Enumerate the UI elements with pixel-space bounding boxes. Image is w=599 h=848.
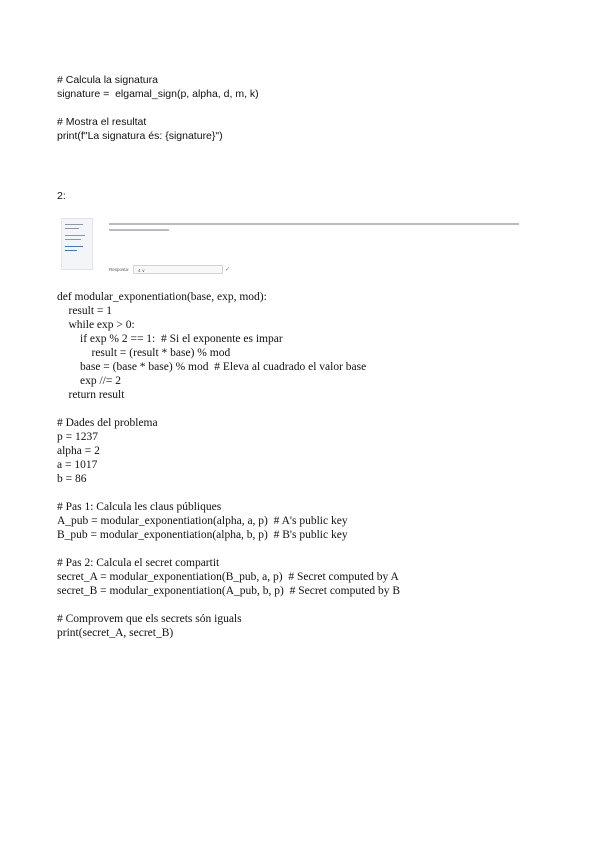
code-line: result = 1 bbox=[57, 305, 113, 317]
code-line: # Comprovem que els secrets són iguals bbox=[57, 613, 242, 625]
answer-label: Resposta: bbox=[109, 267, 130, 272]
section-label: 2: bbox=[57, 190, 66, 202]
code-line: # Pas 2: Calcula el secret compartit bbox=[57, 557, 220, 569]
code-line: return result bbox=[57, 389, 125, 401]
code-line: result = (result * base) % mod bbox=[57, 347, 231, 359]
question-text-blurred bbox=[109, 221, 529, 235]
code-line: if exp % 2 == 1: # Si el exponente es impar bbox=[57, 333, 283, 345]
code-line: # Pas 1: Calcula les claus públiques bbox=[57, 501, 222, 513]
code-line: alpha = 2 bbox=[57, 445, 100, 457]
code-line: b = 86 bbox=[57, 473, 87, 485]
code-line: base = (base * base) % mod # Eleva al cuadrado el valor base bbox=[57, 361, 367, 373]
code-line: print(secret_A, secret_B) bbox=[57, 627, 174, 639]
embedded-quiz-screenshot bbox=[57, 214, 532, 280]
code-line: print(f"La signatura és: {signature}") bbox=[57, 130, 223, 142]
code-line: def modular_exponentiation(base, exp, mod): bbox=[57, 291, 267, 303]
code-line: signature = elgamal_sign(p, alpha, d, m, k) bbox=[57, 88, 259, 100]
code-line: a = 1017 bbox=[57, 459, 98, 471]
code-line: while exp > 0: bbox=[57, 319, 135, 331]
code-line: exp //= 2 bbox=[57, 375, 121, 387]
code-line: p = 1237 bbox=[57, 431, 98, 443]
question-info-panel bbox=[61, 218, 93, 270]
blurred-text-lines bbox=[109, 221, 529, 233]
code-line: secret_B = modular_exponentiation(A_pub, b, p) # Secret computed by B bbox=[57, 585, 401, 597]
code-line: # Dades del problema bbox=[57, 417, 158, 429]
check-icon: ✓ bbox=[225, 266, 231, 273]
answer-input: 4 ∨ bbox=[133, 265, 223, 274]
code-line: secret_A = modular_exponentiation(B_pub, a, p) # Secret computed by A bbox=[57, 571, 399, 583]
code-line: B_pub = modular_exponentiation(alpha, b, p) # B's public key bbox=[57, 529, 348, 541]
code-line: # Mostra el resultat bbox=[57, 116, 147, 128]
code-line: # Calcula la signatura bbox=[57, 74, 158, 86]
code-line: A_pub = modular_exponentiation(alpha, a, p) # A's public key bbox=[57, 515, 348, 527]
